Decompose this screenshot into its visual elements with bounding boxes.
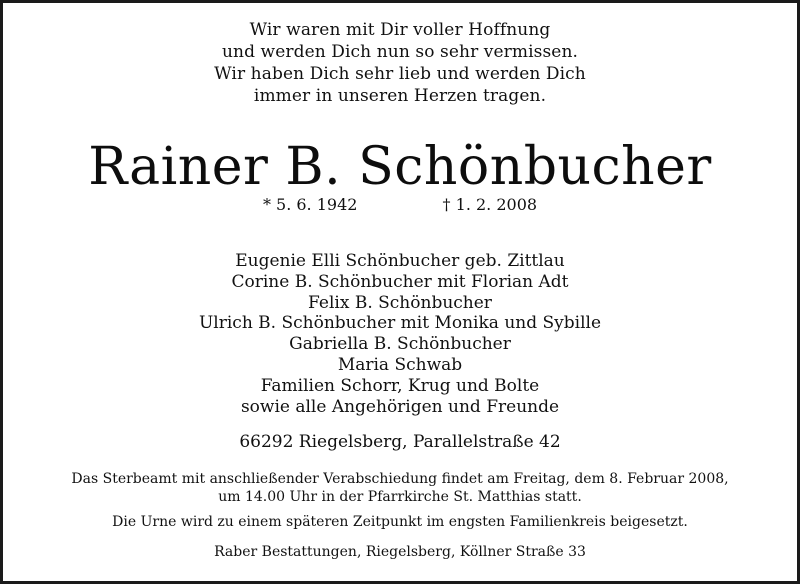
service-line: um 14.00 Uhr in der Pfarrkirche St. Matthias statt. (218, 489, 582, 505)
memorial-verse (3, 19, 797, 107)
mourner-line: Felix B. Schönbucher (308, 292, 492, 313)
mourner-line: Eugenie Elli Schönbucher geb. Zittlau (235, 251, 565, 271)
death-date: † 1. 2. 2008 (442, 195, 538, 214)
verse-line: und werden Dich nun so sehr vermissen. (221, 42, 579, 62)
mourner-line: Gabriella B. Schönbucher (289, 334, 511, 355)
life-dates (3, 195, 797, 215)
deceased-name: Rainer B. Schönbucher (88, 137, 712, 197)
mourners-list (3, 251, 797, 417)
service-details (3, 470, 797, 506)
verse-line: Wir haben Dich sehr lieb und werden Dich (214, 64, 586, 84)
urn-note: Die Urne wird zu einem späteren Zeitpunkt im engsten Familienkreis beigesetzt. (112, 514, 688, 530)
mourner-line: Maria Schwab (337, 354, 463, 375)
verse-line: immer in unseren Herzen tragen. (253, 86, 547, 106)
verse-line: Wir waren mit Dir voller Hoffnung (249, 20, 551, 40)
family-address: 66292 Riegelsberg, Parallelstraße 42 (239, 432, 561, 452)
undertaker-info: Raber Bestattungen, Riegelsberg, Köllner Straße 33 (214, 544, 586, 560)
mourner-line: Familien Schorr, Krug und Bolte (260, 375, 540, 396)
service-line: Das Sterbeamt mit anschließender Verabschiedung findet am Freitag, dem 8. Februar 2008, (71, 471, 729, 487)
mourner-line: Corine B. Schönbucher mit Florian Adt (231, 271, 569, 292)
mourner-line: Ulrich B. Schönbucher mit Monika und Sybille (198, 313, 602, 334)
mourner-line: sowie alle Angehörigen und Freunde (240, 396, 560, 417)
birth-date: * 5. 6. 1942 (262, 195, 358, 214)
